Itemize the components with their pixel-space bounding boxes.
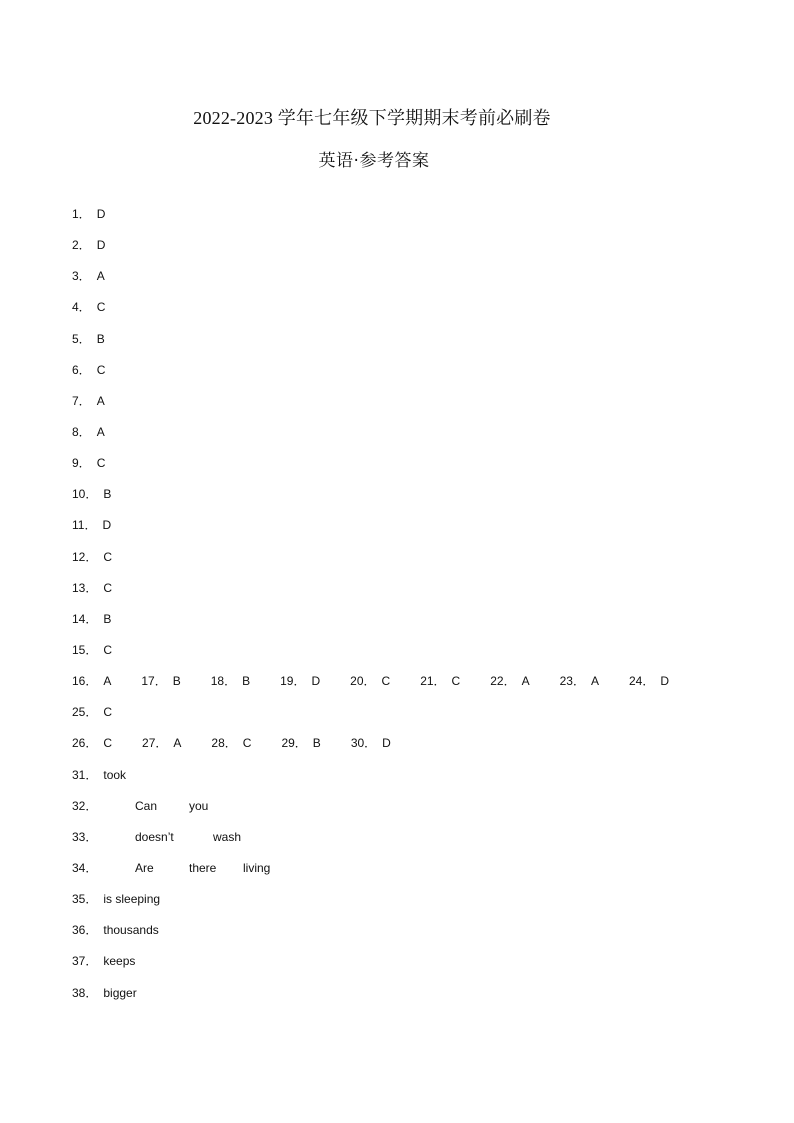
question-number: 25． (72, 705, 98, 720)
answer-word: Can (135, 798, 158, 813)
page-title: 2022-2023 学年七年级下学期期末考前必刷卷 (193, 108, 551, 128)
answer-row (72, 952, 752, 983)
question-number: 9． (72, 456, 91, 471)
question-number: 27． (142, 736, 168, 751)
answer-value: A (103, 674, 112, 689)
question-number: 21． (420, 674, 446, 689)
answer-value: B (172, 674, 181, 689)
answer-value: A (96, 269, 105, 284)
answer-value: D (660, 674, 669, 689)
answer-row (72, 361, 752, 392)
answer-word: Are (135, 860, 154, 875)
question-number: 8． (72, 424, 91, 439)
answer-word: living (243, 860, 271, 875)
answer-value: B (103, 611, 112, 626)
answer-row (72, 516, 752, 547)
answer-item (72, 984, 137, 1002)
answer-item (72, 641, 112, 659)
answer-value: B (312, 736, 321, 751)
answer-item (72, 205, 105, 223)
answer-item (72, 921, 159, 939)
answer-value: C (96, 456, 106, 471)
answer-row (72, 454, 752, 485)
answer-value: D (96, 238, 106, 253)
answer-row (72, 672, 752, 703)
answer-word: doesn’t (135, 829, 174, 844)
answer-row (72, 485, 752, 516)
answer-item (72, 298, 105, 316)
answer-item (351, 734, 391, 752)
answer-value: bigger (103, 985, 137, 1000)
answer-value: A (173, 736, 182, 751)
answer-item (72, 516, 111, 534)
answer-item (72, 454, 105, 472)
answer-value: D (102, 518, 112, 533)
answer-row (72, 298, 752, 329)
question-number: 11． (72, 518, 97, 533)
question-number: 2． (72, 238, 91, 253)
question-number: 37． (72, 954, 98, 969)
answer-value: C (103, 705, 113, 720)
question-number: 13． (72, 580, 98, 595)
answer-value: keeps (103, 954, 136, 969)
answer-row (72, 548, 752, 579)
question-number: 18． (210, 674, 237, 689)
answer-row (72, 330, 752, 361)
question-number: 1． (72, 207, 91, 221)
question-number: 23． (559, 674, 585, 689)
question-number: 34． (72, 860, 98, 875)
answer-value: C (96, 362, 106, 377)
answer-item (350, 672, 390, 690)
answer-item (420, 672, 460, 690)
answer-item (72, 890, 160, 908)
answer-item (560, 672, 599, 690)
answer-value: is sleeping (103, 892, 161, 907)
answer-value: C (103, 736, 113, 751)
question-number: 36． (72, 923, 98, 938)
answer-row (72, 392, 752, 423)
answer-item (72, 952, 135, 970)
answer-value: B (242, 674, 251, 689)
answer-word: wash (213, 829, 242, 844)
answer-value: D (382, 736, 391, 751)
answer-value: A (96, 424, 105, 439)
answer-item (72, 672, 111, 690)
answer-item (281, 734, 320, 752)
answer-value: C (381, 674, 391, 689)
question-number: 6． (72, 362, 91, 377)
answer-item (490, 672, 529, 690)
answer-list (72, 205, 752, 1015)
question-number: 14． (72, 611, 98, 626)
question-number: 32． (72, 798, 98, 813)
answer-value: C (103, 580, 113, 595)
answer-row (72, 236, 752, 267)
question-number: 4． (72, 300, 91, 315)
answer-row (72, 267, 752, 298)
question-number: 16． (72, 674, 98, 689)
answer-item (72, 766, 126, 784)
question-number: 38． (72, 985, 98, 1000)
answer-value: C (103, 549, 113, 564)
answer-value: B (103, 487, 112, 502)
question-number: 5． (72, 331, 91, 346)
answer-item (72, 423, 105, 441)
answer-word: you (189, 798, 209, 813)
answer-item (72, 392, 105, 410)
answer-row (72, 734, 752, 765)
answer-value: D (96, 207, 106, 221)
answer-item (141, 672, 180, 690)
answer-row (72, 921, 752, 952)
question-number: 28． (211, 736, 237, 751)
answer-row (72, 205, 752, 236)
answer-item (72, 330, 105, 348)
question-number: 3． (72, 269, 91, 284)
question-number: 24． (628, 674, 655, 689)
answer-item (72, 610, 111, 628)
answer-item (629, 672, 669, 690)
answer-value: A (521, 674, 530, 689)
question-number: 22． (490, 674, 516, 689)
answer-value: C (242, 736, 252, 751)
answer-value: B (96, 331, 105, 346)
question-number: 29． (281, 736, 307, 751)
answer-row (72, 703, 752, 734)
answer-row (72, 828, 752, 859)
answer-value: D (311, 674, 321, 689)
answer-value: took (103, 767, 127, 782)
answer-value: A (590, 674, 599, 689)
question-number: 19． (280, 674, 306, 689)
question-number: 31． (72, 767, 98, 782)
question-number: 17． (141, 674, 167, 689)
question-number: 20． (350, 674, 376, 689)
answer-item (72, 267, 105, 285)
answer-row (72, 797, 752, 828)
question-number: 35． (72, 892, 98, 907)
answer-value: C (451, 674, 461, 689)
answer-row (72, 610, 752, 641)
answer-row (72, 859, 752, 890)
question-number: 7． (72, 393, 91, 408)
question-number: 15． (72, 642, 98, 657)
answer-item (72, 485, 111, 503)
answer-item (211, 672, 250, 690)
answer-item (211, 734, 251, 752)
answer-row (72, 641, 752, 672)
question-number: 33． (72, 829, 98, 844)
answer-value: thousands (103, 923, 159, 938)
answer-row (72, 579, 752, 610)
answer-value: C (103, 642, 113, 657)
answer-item (72, 579, 112, 597)
answer-item (72, 361, 105, 379)
answer-value: C (96, 300, 106, 315)
question-number: 12． (72, 549, 98, 564)
answer-value: A (96, 393, 105, 408)
answer-row (72, 766, 752, 797)
answer-row (72, 984, 752, 1015)
answer-word: there (189, 860, 217, 875)
question-number: 26． (72, 736, 98, 751)
answer-item (72, 236, 105, 254)
answer-item (280, 672, 320, 690)
answer-item (72, 703, 112, 721)
answer-item (142, 734, 181, 752)
question-number: 30． (350, 736, 377, 751)
answer-row (72, 890, 752, 921)
answer-item (72, 548, 112, 566)
question-number: 10． (72, 487, 98, 502)
answer-row (72, 423, 752, 454)
answer-item (72, 734, 112, 752)
page-subtitle: 英语·参考答案 (318, 151, 430, 171)
